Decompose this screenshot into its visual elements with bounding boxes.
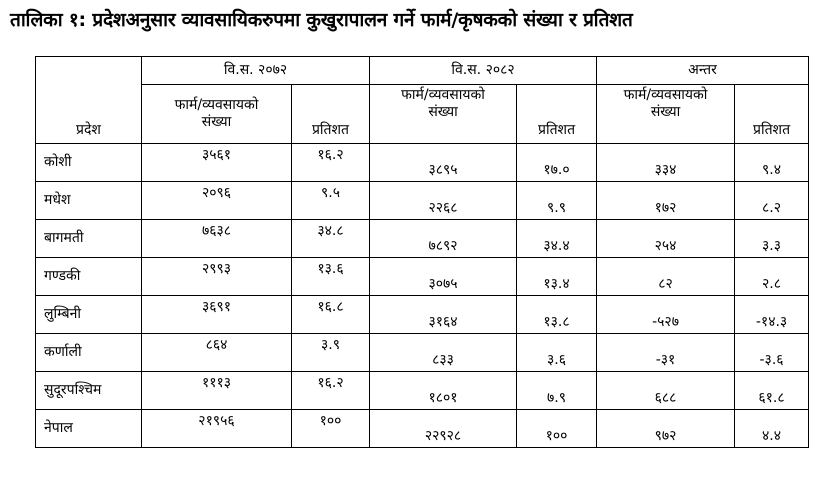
percent-2082: १३.४ <box>517 258 597 296</box>
count-2072: २१९५६ <box>142 410 292 448</box>
count-difference: ६८८ <box>597 372 735 410</box>
percent-2082: ३४.४ <box>517 220 597 258</box>
table-row <box>36 334 809 372</box>
header-count-line1: फार्म/व्यवसायको <box>623 87 708 103</box>
percent-2082: ९.९ <box>517 182 597 220</box>
table-row <box>36 182 809 220</box>
percent-2072: ९.५ <box>292 182 370 220</box>
percent-difference: ९.४ <box>735 144 809 182</box>
count-2072: ७६३८ <box>142 220 292 258</box>
province-name: कोशी <box>36 144 142 182</box>
count-difference: -५२७ <box>597 296 735 334</box>
count-2072: २०९६ <box>142 182 292 220</box>
header-difference: अन्तर <box>597 57 809 85</box>
header-row-periods <box>36 57 809 85</box>
percent-2082: ३.६ <box>517 334 597 372</box>
header-count-line2: संख्या <box>428 104 458 120</box>
percent-difference: ८.२ <box>735 182 809 220</box>
count-2082: ३०७५ <box>370 258 517 296</box>
percent-2072: ३४.८ <box>292 220 370 258</box>
percent-2072: १०० <box>292 410 370 448</box>
count-difference: ८२ <box>597 258 735 296</box>
table-title: तालिका १: प्रदेशअनुसार व्यावसायिकरुपमा कुखुरापालन गर्ने फार्म/कृषकको संख्या र प्रतिशत <box>10 9 633 31</box>
percent-2082: १७.० <box>517 144 597 182</box>
header-count <box>370 85 517 144</box>
count-2072: ३६९१ <box>142 296 292 334</box>
count-2082: २२६८ <box>370 182 517 220</box>
province-name: मधेश <box>36 182 142 220</box>
count-difference: ३३४ <box>597 144 735 182</box>
count-2072: २९९३ <box>142 258 292 296</box>
count-2072: ३५६१ <box>142 144 292 182</box>
header-period-2072: वि.स. २०७२ <box>142 57 370 85</box>
count-2082: ३८९५ <box>370 144 517 182</box>
header-percent: प्रतिशत <box>517 85 597 144</box>
header-count <box>597 85 735 144</box>
province-name: सुदूरपश्चिम <box>36 372 142 410</box>
count-2072: १११३ <box>142 372 292 410</box>
header-province: प्रदेश <box>36 57 142 144</box>
header-row-columns <box>36 85 809 144</box>
count-difference: २५४ <box>597 220 735 258</box>
province-name: बागमती <box>36 220 142 258</box>
percent-2072: १६.८ <box>292 296 370 334</box>
percent-difference: ४.४ <box>735 410 809 448</box>
count-2082: १८०१ <box>370 372 517 410</box>
table-row <box>36 220 809 258</box>
count-2072: ८६४ <box>142 334 292 372</box>
count-2082: ३१६४ <box>370 296 517 334</box>
count-difference: -३१ <box>597 334 735 372</box>
province-name: नेपाल <box>36 410 142 448</box>
table-row-total <box>36 410 809 448</box>
header-period-2082: वि.स. २०८२ <box>370 57 597 85</box>
header-count-line1: फार्म/व्यवसायको <box>174 97 259 113</box>
header-count-line1: फार्म/व्यवसायको <box>401 87 485 103</box>
province-name: गण्डकी <box>36 258 142 296</box>
percent-difference: २.८ <box>735 258 809 296</box>
table-row <box>36 372 809 410</box>
header-count-line2: संख्या <box>201 114 232 130</box>
percent-difference: -१४.३ <box>735 296 809 334</box>
table-row <box>36 296 809 334</box>
count-2082: २२९२८ <box>370 410 517 448</box>
count-difference: ९७२ <box>597 410 735 448</box>
count-2082: ८३३ <box>370 334 517 372</box>
header-percent: प्रतिशत <box>292 85 370 144</box>
percent-2082: १०० <box>517 410 597 448</box>
table-row <box>36 258 809 296</box>
table-row <box>36 144 809 182</box>
province-name: कर्णाली <box>36 334 142 372</box>
header-count-line2: संख्या <box>650 104 681 120</box>
province-name: लुम्बिनी <box>36 296 142 334</box>
percent-difference: ६१.८ <box>735 372 809 410</box>
percent-2072: ३.९ <box>292 334 370 372</box>
percent-2072: १६.२ <box>292 372 370 410</box>
header-count <box>142 85 292 144</box>
count-difference: १७२ <box>597 182 735 220</box>
percent-2082: ७.९ <box>517 372 597 410</box>
percent-difference: -३.६ <box>735 334 809 372</box>
percent-2072: १६.२ <box>292 144 370 182</box>
province-poultry-table <box>35 56 809 448</box>
percent-2072: १३.६ <box>292 258 370 296</box>
count-2082: ७८९२ <box>370 220 517 258</box>
header-percent: प्रतिशत <box>735 85 809 144</box>
percent-difference: ३.३ <box>735 220 809 258</box>
percent-2082: १३.८ <box>517 296 597 334</box>
